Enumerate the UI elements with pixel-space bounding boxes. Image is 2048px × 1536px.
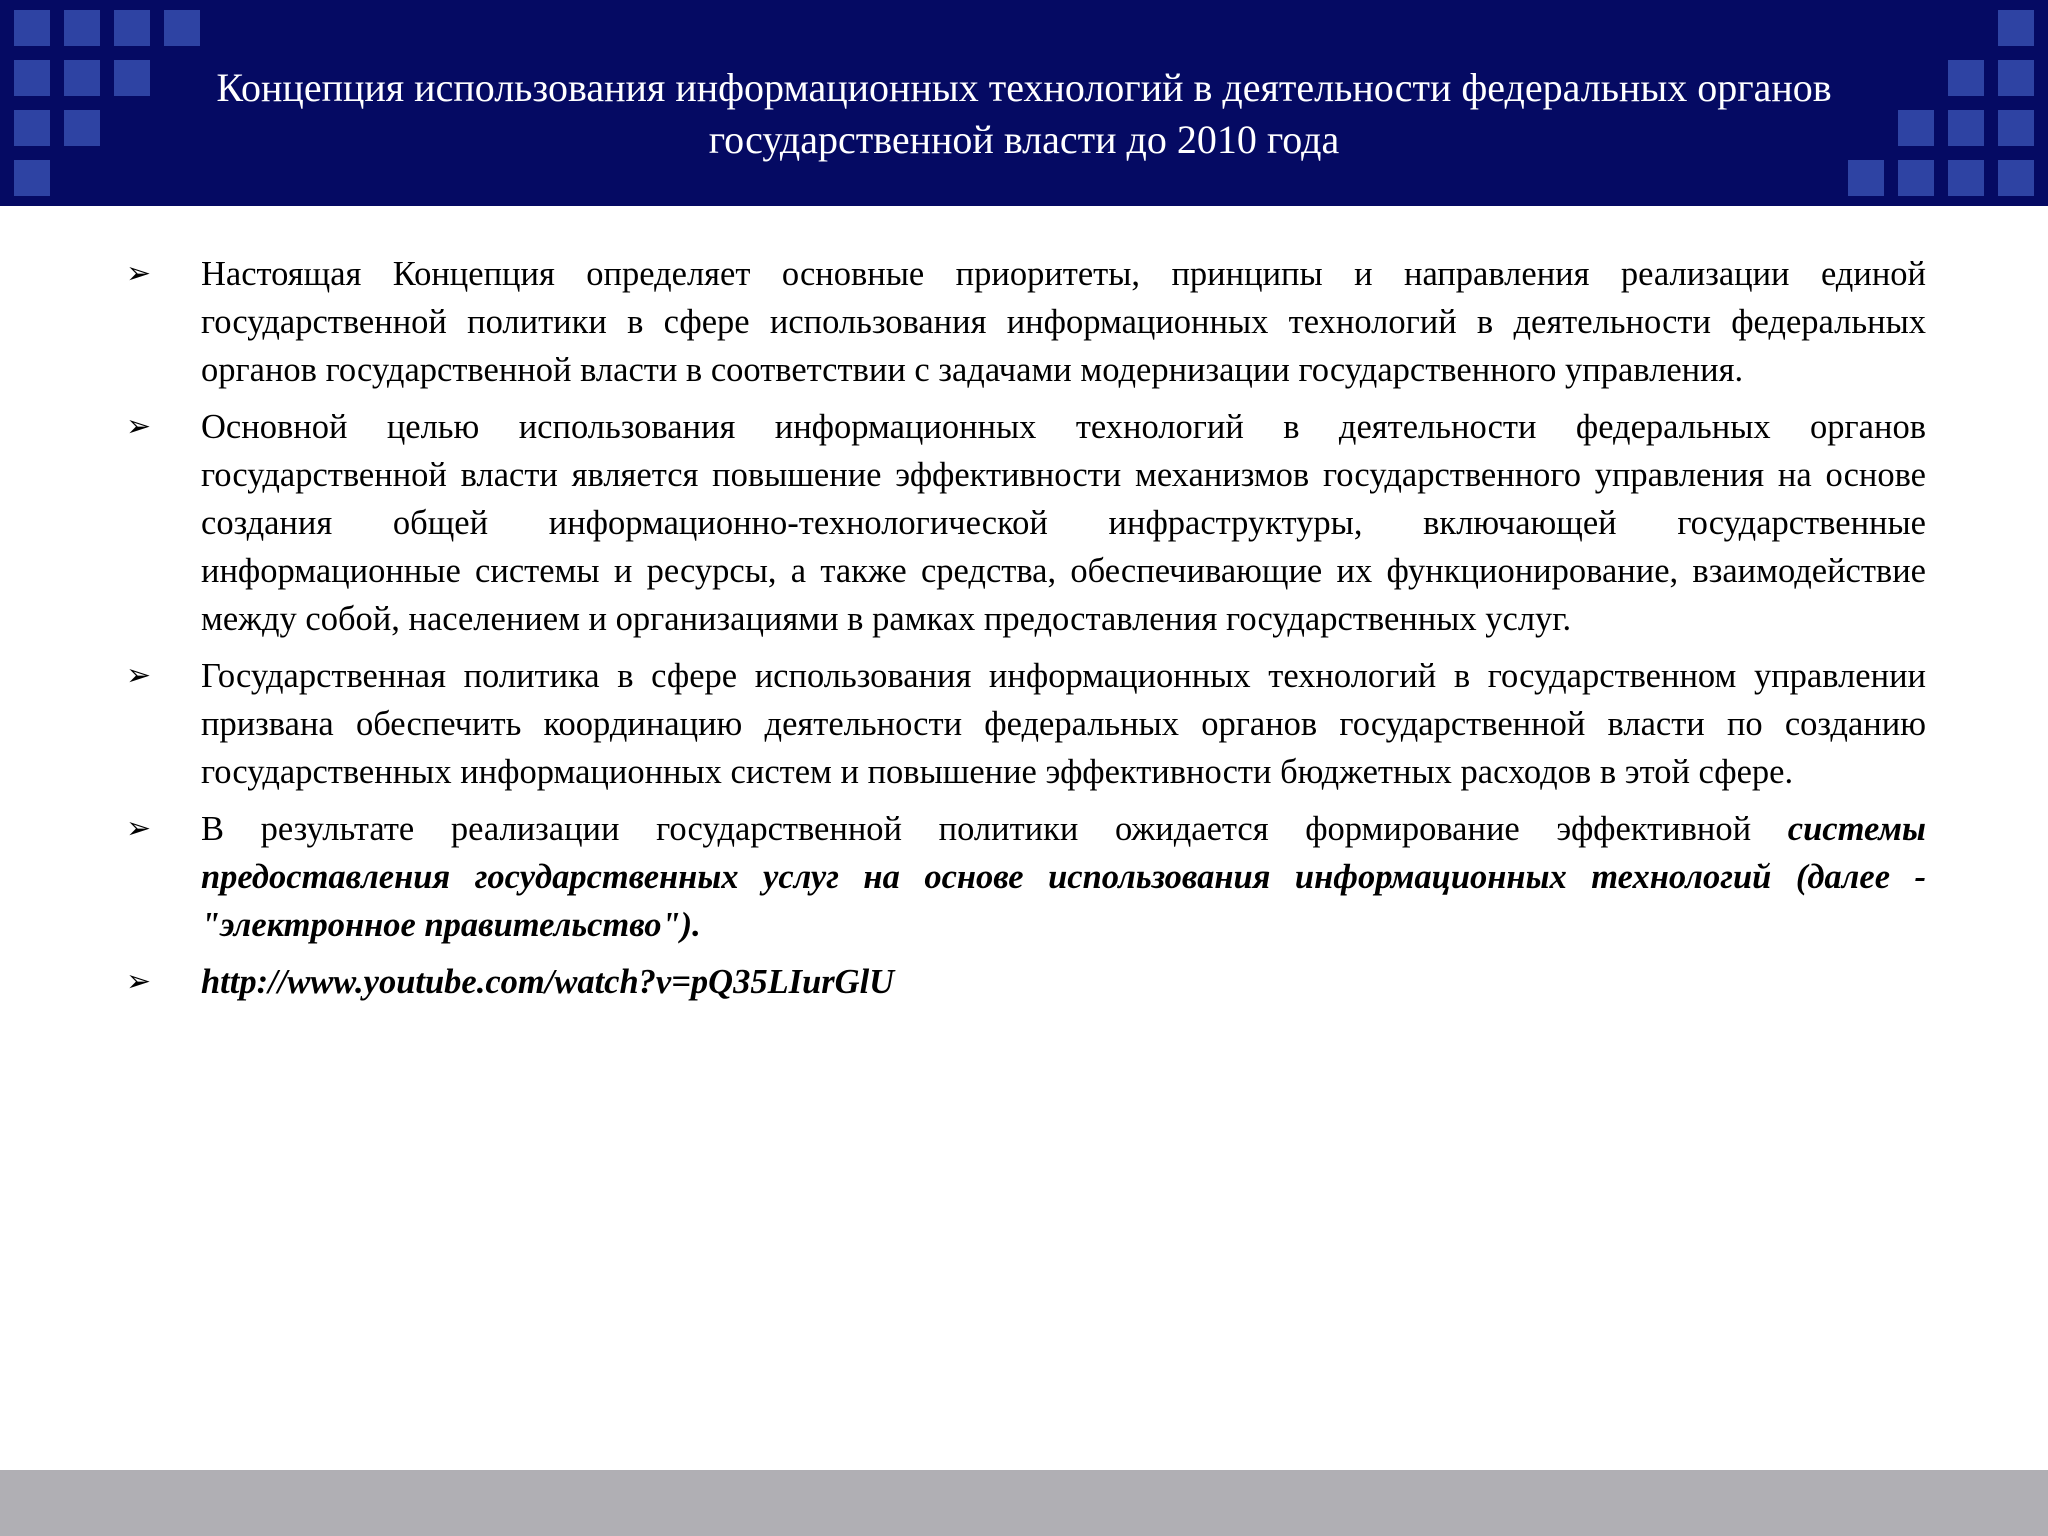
decor-square [14,160,50,196]
decor-square [14,10,50,46]
arrow-bullet-icon: ➢ [126,964,152,999]
youtube-link[interactable]: http://www.youtube.com/watch?v=pQ35LIurGlU [201,963,895,1001]
decor-square [114,60,150,96]
decor-square [1998,110,2034,146]
bullet-list [126,250,1926,1015]
arrow-bullet-icon: ➢ [126,409,152,444]
decor-square [1948,110,1984,146]
slide-header [0,0,2048,206]
item-text: Настоящая Концепция определяет основные приоритеты, принципы и направления реализации единой государственной политики в сфере использования информационных технологий в деятельности федеральных органов государственной власти в соответствии с задачами модернизации государственного управления. [201,255,1926,389]
decor-square [1998,60,2034,96]
decor-square [1898,160,1934,196]
decor-square [1948,60,1984,96]
list-item [126,805,1926,949]
decor-square [164,10,200,46]
decor-square [1898,110,1934,146]
slide-title: Концепция использования информационных технологий в деятельности федеральных органов государственной власти до 2010 года [216,65,1832,162]
decor-square [64,10,100,46]
arrow-bullet-icon: ➢ [126,658,152,693]
list-item [126,652,1926,796]
item-emphasis-text: системы предоставления государственных услуг на основе использования информационных технологий (далее - "электронное правительство"). [201,810,1926,944]
decor-square [114,10,150,46]
decor-square [14,60,50,96]
decor-square [1948,160,1984,196]
item-text: Основной целью использования информационных технологий в деятельности федеральных органов государственной власти является повышение эффективности механизмов государственного управления на основе создания общей информационно-технологической инфраструктуры, включающей государственные информационные системы и ресурсы, а также средства, обеспечивающие их функционирование, взаимодействие между собой, населением и организациями в рамках предоставления государственных услуг. [201,408,1926,638]
arrow-bullet-icon: ➢ [126,811,152,846]
item-text: Государственная политика в сфере использования информационных технологий в государственном управлении призвана обеспечить координацию деятельности федеральных органов государственной власти по созданию государственных информационных систем и повышение эффективности бюджетных расходов в этой сфере. [201,657,1926,791]
decor-square [64,60,100,96]
decor-square [14,110,50,146]
list-item [126,958,1926,1006]
decor-square [1998,160,2034,196]
decor-square [64,110,100,146]
decor-square [1998,10,2034,46]
list-item [126,403,1926,643]
item-text: В результате реализации государственной политики ожидается формирование эффективной [201,810,1788,848]
arrow-bullet-icon: ➢ [126,256,152,291]
list-item [126,250,1926,394]
footer-bar [0,1470,2048,1536]
